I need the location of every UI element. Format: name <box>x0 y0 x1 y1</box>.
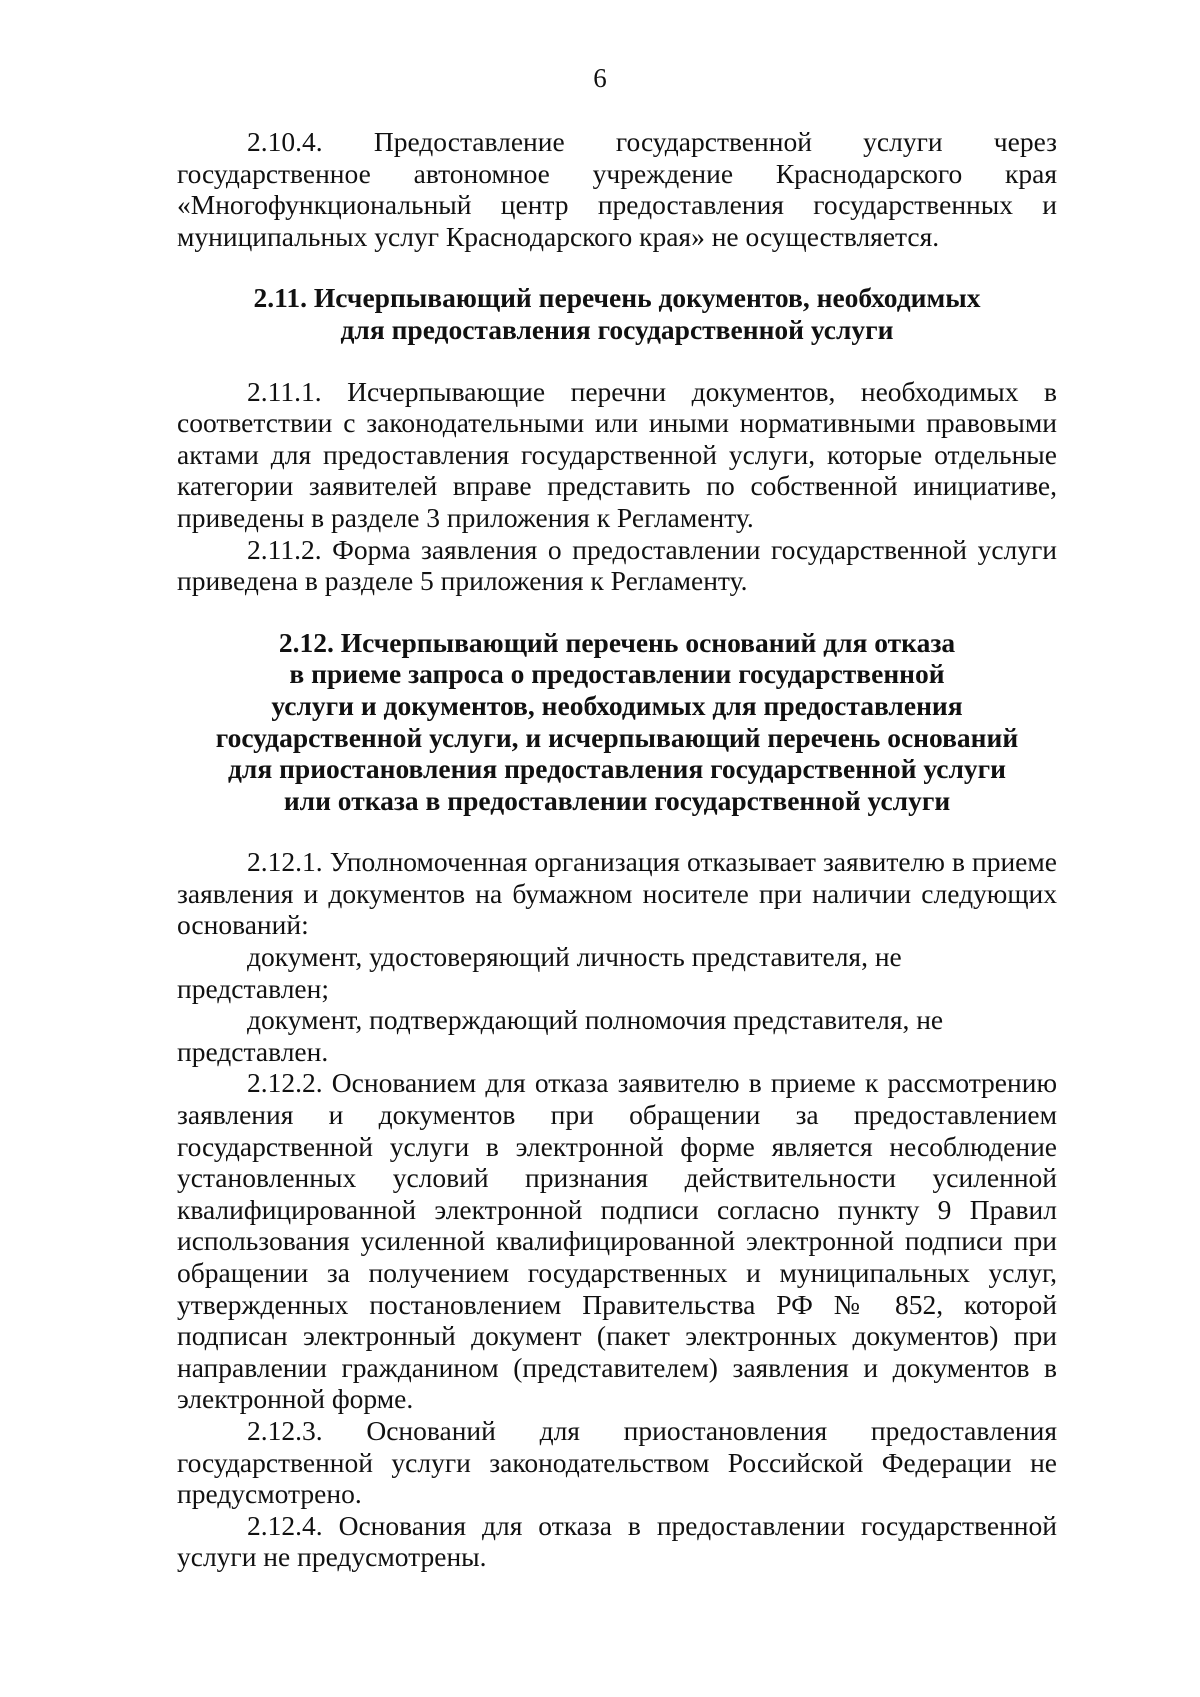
paragraph-2-12-4: 2.12.4. Основания для отказа в предоставлении государственной услуги не предусмотрены. <box>177 1509 1057 1573</box>
list-item: документ, подтверждающий полномочия представителя, не представлен. <box>177 1004 944 1067</box>
heading-2-12 <box>177 627 1057 817</box>
page-number: 6 <box>593 63 607 93</box>
heading-2-11 <box>177 282 1057 345</box>
paragraph-2-12-3: 2.12.3. Оснований для приостановления предоставления государственной услуги законодательством Российской Федерации не предусмотрено. <box>177 1414 1057 1510</box>
heading-line: 2.12. Исчерпывающий перечень оснований для отказа <box>278 626 956 658</box>
paragraph-2-12-1: 2.12.1. Уполномоченная организация отказывает заявителю в приеме заявления и документов на бумажном носителе при наличии следующих оснований: <box>177 846 1057 941</box>
list-item: документ, удостоверяющий личность представителя, не представлен; <box>177 941 902 1004</box>
paragraph-2-12-2: 2.12.2. Основанием для отказа заявителю в приеме к рассмотрению заявления и документов при обращении за предоставлением государственной услуги в электронной форме является несоблюдение установленных условий признания действительности усиленной квалифицированной электронной подписи согласно пункту 9 Правил использования усиленной квалифицированной электронной подписи при обращении за получением государственных и муниципальных услуг, утвержденных постановлением Правительства РФ № 852, которой подписан электронный документ (пакет электронных документов) при направлении гражданином (представителем) заявления и документов в электронной форме. <box>177 1067 1057 1415</box>
heading-line: 2.11. Исчерпывающий перечень документов, необходимых <box>253 282 981 314</box>
heading-line: или отказа в предоставлении государственной услуги <box>283 784 951 816</box>
paragraph-2-10-4: 2.10.4. Предоставление государственной услуги через государственное автономное учреждение Краснодарского края «Многофункциональный центр предоставления государственных и муниципальных услуг Краснодарского края» не осуществляется. <box>177 126 1057 252</box>
paragraph-2-11-1: 2.11.1. Исчерпывающие перечни документов, необходимых в соответствии с законодательными или иными нормативными правовыми актами для предоставления государственной услуги, которые отдельные категории заявителей вправе представить по собственной инициативе, приведены в разделе 3 приложения к Регламенту. <box>177 375 1057 533</box>
heading-line: в приеме запроса о предоставлении государственной <box>289 658 945 690</box>
heading-line: для приостановления предоставления государственной услуги <box>227 753 1007 785</box>
heading-line: услуги и документов, необходимых для предоставления <box>271 689 963 721</box>
heading-line: государственной услуги, и исчерпывающий перечень оснований <box>215 721 1019 753</box>
paragraph-2-11-2: 2.11.2. Форма заявления о предоставлении государственной услуги приведена в разделе 5 приложения к Регламенту. <box>177 533 1057 597</box>
document-body <box>177 126 1057 1573</box>
heading-line: для предоставления государственной услуги <box>340 313 894 345</box>
